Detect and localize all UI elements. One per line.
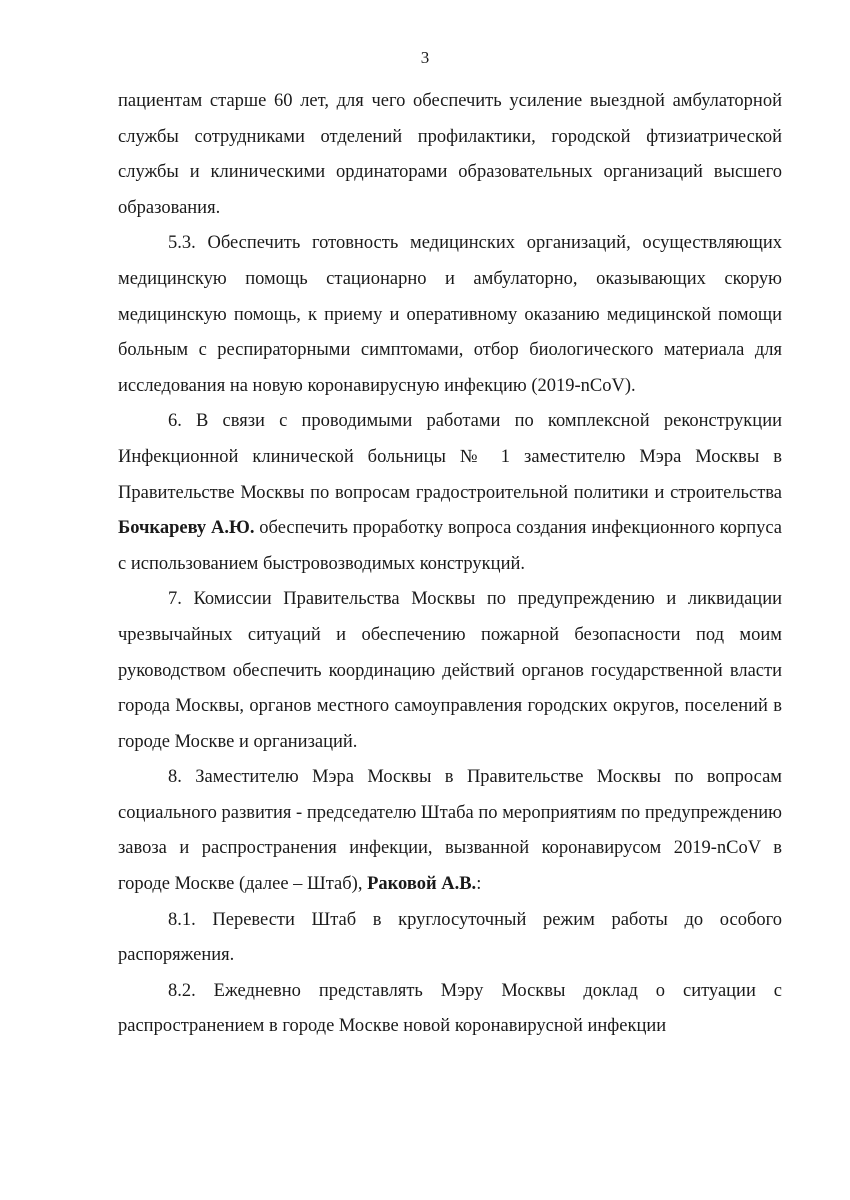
paragraph-continuation (118, 84, 782, 226)
paragraph-8-1 (118, 903, 782, 974)
paragraph-text: обеспечить проработку вопроса создания инфекционного корпуса с использованием быстровозводимых конструкций. (118, 518, 782, 574)
paragraph-text: 5.3. Обеспечить готовность медицинских организаций, осуществляющих медицинскую помощь стационарно и амбулаторно, оказывающих скорую медицинскую помощь, к приему и оперативному оказанию медицинской помощи больным с респираторными симптомами, отбор биологического материала для исследования на новую коронавирусную инфекцию (2019-nCoV). (118, 233, 782, 396)
document-body (118, 84, 782, 1045)
paragraph-text: 6. В связи с проводимыми работами по комплексной реконструкции Инфекционной клинической больницы № 1 заместителю Мэра Москвы в Правительстве Москвы по вопросам градостроительной политики и строительства (118, 411, 782, 503)
paragraph-7 (118, 582, 782, 760)
page-number: 3 (420, 48, 430, 67)
paragraph-text: 8. Заместителю Мэра Москвы в Правительстве Москвы по вопросам социального развития - председателю Штаба по мероприятиям по предупреждению завоза и распространения инфекции, вызванной коронавирусом 2019-nCoV в городе Москве (далее – Штаб), (118, 767, 782, 895)
paragraph-text: пациентам старше 60 лет, для чего обеспечить усиление выездной амбулаторной службы сотрудниками отделений профилактики, городской фтизиатрической службы и клиническими ординаторами образовательных организаций высшего образования. (118, 91, 782, 218)
paragraph-text: : (476, 874, 482, 895)
paragraph-5-3 (118, 226, 782, 404)
person-name-bochkarev: Бочкареву А.Ю. (118, 518, 255, 539)
paragraph-text: 8.1. Перевести Штаб в круглосуточный режим работы до особого распоряжения. (118, 909, 782, 966)
paragraph-text: 8.2. Ежедневно представлять Мэру Москвы доклад о ситуации с распространением в городе Москве новой коронавирусной инфекции (118, 980, 782, 1037)
paragraph-text: 7. Комиссии Правительства Москвы по предупреждению и ликвидации чрезвычайных ситуаций и обеспечению пожарной безопасности под моим руководством обеспечить координацию действий органов государственной власти города Москвы, органов местного самоуправления городских округов, поселений в городе Москве и организаций. (118, 589, 782, 752)
paragraph-8-2 (118, 974, 782, 1045)
paragraph-6 (118, 404, 782, 582)
person-name-rakova: Раковой А.В. (367, 874, 477, 895)
paragraph-8 (118, 760, 782, 902)
